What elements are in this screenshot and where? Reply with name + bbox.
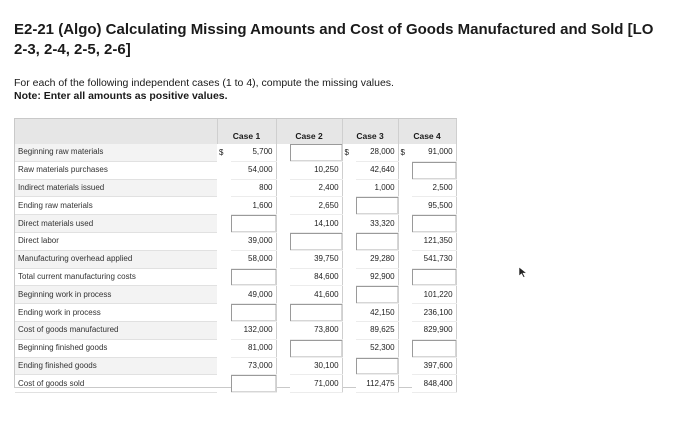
- row-label: Direct materials used: [15, 215, 217, 233]
- table-row: [15, 250, 456, 268]
- header-corner: [15, 119, 217, 144]
- currency-symbol: [217, 357, 231, 375]
- currency-symbol: [217, 232, 231, 250]
- answer-input-cell[interactable]: [412, 215, 456, 233]
- currency-symbol: [276, 232, 290, 250]
- row-label: Total current manufacturing costs: [15, 268, 217, 286]
- table-row: [15, 339, 456, 357]
- value-cell: 92,900: [356, 268, 398, 286]
- currency-symbol: [398, 232, 412, 250]
- currency-symbol: [342, 357, 356, 375]
- currency-symbol: [342, 375, 356, 393]
- instructions: [14, 77, 394, 103]
- value-cell: 89,625: [356, 321, 398, 339]
- currency-symbol: [398, 339, 412, 357]
- currency-symbol: [217, 375, 231, 393]
- answer-input-cell[interactable]: [231, 268, 276, 286]
- table-row: [15, 268, 456, 286]
- table-row: [15, 375, 456, 393]
- table-row: [15, 321, 456, 339]
- currency-symbol: [276, 144, 290, 161]
- currency-symbol: [217, 161, 231, 179]
- value-cell: 54,000: [231, 161, 276, 179]
- currency-symbol: [276, 250, 290, 268]
- answer-input-cell[interactable]: [412, 268, 456, 286]
- currency-symbol: [398, 375, 412, 393]
- value-cell: 1,600: [231, 197, 276, 215]
- value-cell: 81,000: [231, 339, 276, 357]
- currency-symbol: [217, 286, 231, 304]
- answer-input-cell[interactable]: [356, 357, 398, 375]
- currency-symbol: [342, 268, 356, 286]
- value-cell: 73,000: [231, 357, 276, 375]
- table-header-row: [15, 119, 456, 144]
- value-cell: 58,000: [231, 250, 276, 268]
- row-label: Ending finished goods: [15, 357, 217, 375]
- currency-symbol: [398, 321, 412, 339]
- value-cell: 829,900: [412, 321, 456, 339]
- row-label: Beginning raw materials: [15, 144, 217, 161]
- currency-symbol: [342, 339, 356, 357]
- instructions-text: For each of the following independent cases (1 to 4), compute the missing values.: [14, 77, 394, 89]
- header-case-2: Case 2: [276, 119, 342, 144]
- value-cell: 14,100: [290, 215, 342, 233]
- currency-symbol: [398, 286, 412, 304]
- answer-input-cell[interactable]: [356, 286, 398, 304]
- currency-symbol: [398, 161, 412, 179]
- currency-symbol: [398, 197, 412, 215]
- value-cell: 121,350: [412, 232, 456, 250]
- value-cell: 101,220: [412, 286, 456, 304]
- value-cell: 28,000: [356, 144, 398, 161]
- value-cell: 2,500: [412, 179, 456, 197]
- currency-symbol: [276, 339, 290, 357]
- table-row: [15, 286, 456, 304]
- row-label: Indirect materials issued: [15, 179, 217, 197]
- currency-symbol: [398, 357, 412, 375]
- currency-symbol: [217, 179, 231, 197]
- currency-symbol: [217, 215, 231, 233]
- value-cell: 5,700: [231, 144, 276, 161]
- value-cell: 2,400: [290, 179, 342, 197]
- currency-symbol: [342, 161, 356, 179]
- value-cell: 236,100: [412, 304, 456, 322]
- header-case-1: Case 1: [217, 119, 276, 144]
- currency-symbol: [217, 268, 231, 286]
- value-cell: 30,100: [290, 357, 342, 375]
- currency-symbol: [398, 179, 412, 197]
- answer-input-cell[interactable]: [290, 232, 342, 250]
- value-cell: 848,400: [412, 375, 456, 393]
- currency-symbol: [217, 304, 231, 322]
- value-cell: 1,000: [356, 179, 398, 197]
- currency-symbol: [276, 357, 290, 375]
- value-cell: 42,640: [356, 161, 398, 179]
- value-cell: 91,000: [412, 144, 456, 161]
- worksheet-table: [14, 118, 457, 388]
- currency-symbol: [276, 286, 290, 304]
- row-label: Ending work in process: [15, 304, 217, 322]
- currency-symbol: $: [400, 147, 405, 157]
- currency-symbol: [276, 197, 290, 215]
- row-label: Manufacturing overhead applied: [15, 250, 217, 268]
- currency-symbol: [276, 161, 290, 179]
- table-row: [15, 144, 456, 161]
- value-cell: 112,475: [356, 375, 398, 393]
- row-label: Cost of goods manufactured: [15, 321, 217, 339]
- currency-symbol: $: [219, 147, 224, 157]
- answer-input-cell[interactable]: [412, 161, 456, 179]
- currency-symbol: [217, 321, 231, 339]
- answer-input-cell[interactable]: [231, 304, 276, 322]
- table-row: [15, 179, 456, 197]
- value-cell: 42,150: [356, 304, 398, 322]
- row-label: Ending raw materials: [15, 197, 217, 215]
- currency-symbol: [217, 197, 231, 215]
- table-row: [15, 215, 456, 233]
- answer-input-cell[interactable]: [290, 144, 342, 161]
- header-case-3: Case 3: [342, 119, 398, 144]
- page-title: E2-21 (Algo) Calculating Missing Amounts and Cost of Goods Manufactured and Sold [LO 2-3, 2-4, 2-5, 2-6]: [14, 21, 654, 58]
- row-label: Beginning work in process: [15, 286, 217, 304]
- row-label: Raw materials purchases: [15, 161, 217, 179]
- instructions-note: Note: Enter all amounts as positive values.: [14, 90, 228, 102]
- value-cell: 33,320: [356, 215, 398, 233]
- currency-symbol: [398, 250, 412, 268]
- currency-symbol: [276, 179, 290, 197]
- value-cell: 49,000: [231, 286, 276, 304]
- answer-input-cell[interactable]: [412, 339, 456, 357]
- currency-symbol: [342, 197, 356, 215]
- answer-input-cell[interactable]: [356, 232, 398, 250]
- answer-input-cell[interactable]: [231, 215, 276, 233]
- currency-symbol: [342, 250, 356, 268]
- value-cell: 84,600: [290, 268, 342, 286]
- currency-symbol: [217, 339, 231, 357]
- mouse-pointer-icon: [518, 266, 528, 278]
- currency-symbol: [276, 304, 290, 322]
- answer-input-cell[interactable]: [290, 339, 342, 357]
- header-case-4: Case 4: [398, 119, 456, 144]
- value-cell: 73,800: [290, 321, 342, 339]
- value-cell: 41,600: [290, 286, 342, 304]
- answer-input-cell[interactable]: [290, 304, 342, 322]
- value-cell: 2,650: [290, 197, 342, 215]
- currency-symbol: [398, 215, 412, 233]
- value-cell: 800: [231, 179, 276, 197]
- value-cell: 397,600: [412, 357, 456, 375]
- answer-input-cell[interactable]: [231, 375, 276, 393]
- value-cell: 39,000: [231, 232, 276, 250]
- row-label: Cost of goods sold: [15, 375, 217, 393]
- currency-symbol: [342, 304, 356, 322]
- currency-symbol: [342, 215, 356, 233]
- value-cell: 39,750: [290, 250, 342, 268]
- table-row: [15, 357, 456, 375]
- currency-symbol: [276, 375, 290, 393]
- currency-symbol: [398, 268, 412, 286]
- currency-symbol: [342, 179, 356, 197]
- currency-symbol: [342, 286, 356, 304]
- row-label: Beginning finished goods: [15, 339, 217, 357]
- currency-symbol: [398, 304, 412, 322]
- value-cell: 541,730: [412, 250, 456, 268]
- table-row: [15, 161, 456, 179]
- currency-symbol: [276, 215, 290, 233]
- currency-symbol: [217, 250, 231, 268]
- value-cell: 52,300: [356, 339, 398, 357]
- value-cell: 10,250: [290, 161, 342, 179]
- table-row: [15, 304, 456, 322]
- currency-symbol: [342, 232, 356, 250]
- row-label: Direct labor: [15, 232, 217, 250]
- table-row: [15, 197, 456, 215]
- value-cell: 29,280: [356, 250, 398, 268]
- currency-symbol: [342, 321, 356, 339]
- table-row: [15, 232, 456, 250]
- value-cell: 132,000: [231, 321, 276, 339]
- currency-symbol: [276, 268, 290, 286]
- value-cell: 95,500: [412, 197, 456, 215]
- currency-symbol: $: [344, 147, 349, 157]
- table-body: [15, 144, 456, 393]
- currency-symbol: [276, 321, 290, 339]
- value-cell: 71,000: [290, 375, 342, 393]
- answer-input-cell[interactable]: [356, 197, 398, 215]
